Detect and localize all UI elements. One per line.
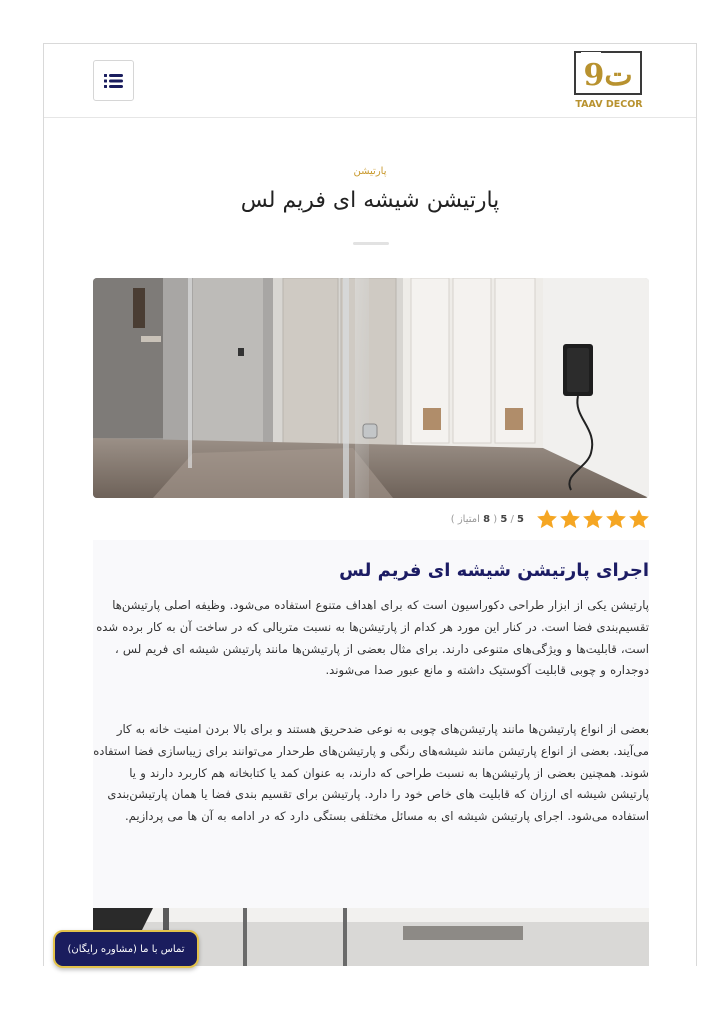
menu-button[interactable] [93,60,134,101]
star-icon[interactable] [582,508,604,530]
post-rating [424,506,650,532]
article-paragraph: بعضی از انواع پارتیشن‌ها مانند پارتیشن‌های چوبی به نوعی ضدحریق هستند و برای بالا بردن امنیت خانه به کار می‌آیند. بعضی از انواع پارتیشن مانند شیشه‌های رنگی و پارتیشن‌های طرحدار می‌توانند برای زیباسازی فضا استفاده شوند. همچنین بعضی از پارتیشن‌ها به نسبت طراحی که دارند، به عنوان کمد یا کتابخانه هم کاربرد دارند و یا پارتیشن شیشه ای ارزان که قابلیت های خاص خود را دارد. پارتیشن برای تقسیم بندی فضا یا همان پارتیشن‌بندی استفاده می‌شود. اجرای پارتیشن شیشه ای به مسائل مختلفی بستگی دارد که در ادامه به آن ها می پردازیم. [93,722,649,824]
site-header [44,44,696,118]
rating-value: 5 [517,513,524,525]
star-icon[interactable] [559,508,581,530]
rating-text [451,514,524,525]
rating-stars[interactable] [536,508,650,530]
rating-votes: 8 [483,513,491,525]
section-heading: اجرای پارتیشن شیشه ای فریم لس [339,560,649,581]
logo-text: TAAV DECOR [575,99,643,110]
logo-mark: ت9 [583,58,633,93]
contact-us-button[interactable]: تماس با ما (مشاوره رایگان) [53,930,199,968]
post-category[interactable]: پارتیشن [353,166,387,177]
menu-list-icon [104,73,124,89]
title-divider [353,242,389,245]
site-logo[interactable] [569,50,649,112]
rating-votes-wrap: ( 8 امتیاز ) [450,513,498,525]
rating-max: 5 [500,513,508,525]
featured-image [93,278,649,498]
star-icon[interactable] [605,508,627,530]
article-paragraph: پارتیشن یکی از ابزار طراحی دکوراسیون است که برای اهداف متنوع استفاده می‌شود. وظیفه اصلی پارتیشن‌ها تقسیم‌بندی فضا است. در کنار این مورد هر کدام از پارتیشن‌ها به نسبت متریالی که در ساخت آن به کار برده شده است، قابلیت‌ها و ویژگی‌های متنوعی دارند. برای مثال بعضی از پارتیشن‌ها مانند پارتیشن شیشه ای فریم لس ، دوجداره و چوبی قابلیت آکوستیک داشته و مانع عبور صدا می‌شوند. [96,598,649,678]
page-title: پارتیشن شیشه ای فریم لس [240,188,500,213]
rating-votes-label: امتیاز [457,513,480,525]
page-frame [43,43,697,966]
star-icon[interactable] [536,508,558,530]
rating-separator: / [507,513,514,525]
star-icon[interactable] [628,508,650,530]
